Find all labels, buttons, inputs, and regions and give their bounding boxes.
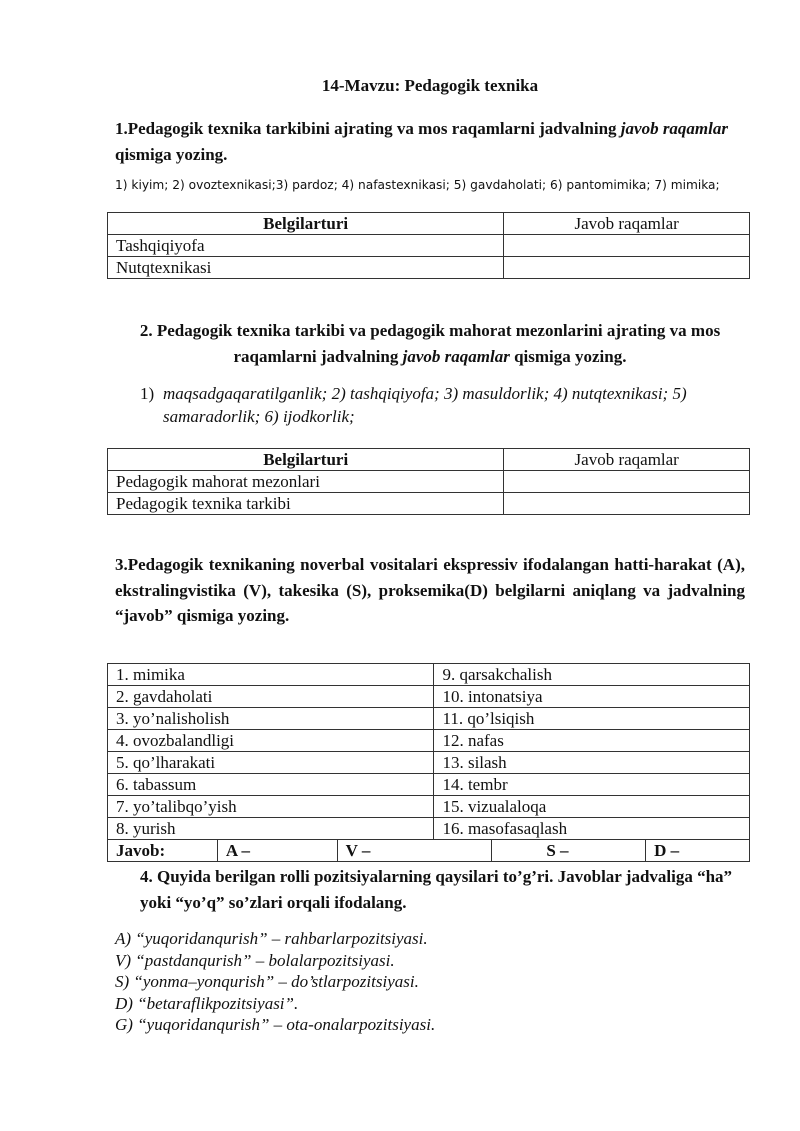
table-cell: 13. silash bbox=[434, 752, 750, 774]
column-header: Javob raqamlar bbox=[504, 213, 750, 235]
table-cell: 11. qo’lsiqish bbox=[434, 708, 750, 730]
table-row bbox=[108, 796, 750, 818]
answer-label: Javob: bbox=[108, 840, 218, 862]
question-1-text: 1.Pedagogik texnika tarkibini ajrating va mos raqamlarni jadvalning bbox=[115, 119, 621, 138]
table-row bbox=[108, 730, 750, 752]
table-cell: 14. tembr bbox=[434, 774, 750, 796]
question-3: 3.Pedagogik texnikaning noverbal vositalari ekspressiv ifodalangan hatti-harakat (A), ekstralingvistika (V), takesika (S), proksemika(D) belgilarni aniqlang va jadvalning “javob” qismiga yozing. bbox=[115, 555, 745, 625]
answer-a-cell[interactable]: A – bbox=[217, 840, 337, 862]
table-cell: 15. vizualaloqa bbox=[434, 796, 750, 818]
answer-d-cell[interactable]: D – bbox=[646, 840, 750, 862]
table-row bbox=[108, 818, 750, 840]
question-1 bbox=[115, 116, 745, 168]
table-3 bbox=[107, 663, 750, 862]
list-item: S) “yonma–yonqurish” – do’stlarpozitsiyasi. bbox=[115, 972, 419, 991]
table-cell: 16. masofasaqlash bbox=[434, 818, 750, 840]
table-cell: Pedagogik mahorat mezonlari bbox=[108, 471, 504, 493]
answer-cell[interactable] bbox=[504, 493, 750, 515]
table-row bbox=[108, 235, 750, 257]
question-4-list bbox=[115, 928, 755, 1036]
list-text: maqsadgaqaratilganlik; 2) tashqiqiyofa; 3) masuldorlik; 4) nutqtexnikasi; 5) samaradorlik; 6) ijodkorlik; bbox=[163, 384, 687, 426]
list-item: A) “yuqoridanqurish” – rahbarlarpozitsiyasi. bbox=[115, 929, 428, 948]
answer-cell[interactable] bbox=[504, 471, 750, 493]
table-row bbox=[108, 471, 750, 493]
table-cell: Pedagogik texnika tarkibi bbox=[108, 493, 504, 515]
list-item: G) “yuqoridanqurish” – ota-onalarpozitsiyasi. bbox=[115, 1015, 436, 1034]
column-header: Belgilarturi bbox=[108, 213, 504, 235]
question-2-text: 2. Pedagogik texnika tarkibi va pedagogik mahorat mezonlarini ajrating va mos raqamlarni jadvalning bbox=[139, 321, 721, 366]
table-row bbox=[108, 752, 750, 774]
table-cell: 8. yurish bbox=[108, 818, 434, 840]
column-header: Belgilarturi bbox=[108, 449, 504, 471]
table-cell: Nutqtexnikasi bbox=[108, 257, 504, 279]
table-cell: 9. qarsakchalish bbox=[434, 664, 750, 686]
table-row bbox=[108, 774, 750, 796]
answer-v-cell[interactable]: V – bbox=[337, 840, 492, 862]
question-1-suffix: qismiga yozing. bbox=[115, 145, 228, 164]
table-cell: Tashqiqiyofa bbox=[108, 235, 504, 257]
table-header-row bbox=[108, 449, 750, 471]
question-2-options bbox=[140, 382, 750, 428]
list-item: D) “betaraflikpozitsiyasi”. bbox=[115, 993, 299, 1013]
list-item: V) “pastdanqurish” – bolalarpozitsiyasi. bbox=[115, 950, 395, 970]
question-1-options: 1) kiyim; 2) ovoztexnikasi;3) pardoz; 4) nafastexnikasi; 5) gavdaholati; 6) pantomimika; 7) mimika; bbox=[115, 178, 720, 192]
table-cell: 6. tabassum bbox=[108, 774, 434, 796]
answer-cell[interactable] bbox=[504, 257, 750, 279]
answer-s-cell[interactable]: S – bbox=[492, 840, 646, 862]
table-row bbox=[108, 257, 750, 279]
table-cell: 3. yo’nalisholish bbox=[108, 708, 434, 730]
answer-cell[interactable] bbox=[504, 235, 750, 257]
question-2 bbox=[115, 318, 745, 370]
table-row bbox=[108, 664, 750, 686]
table-row bbox=[108, 686, 750, 708]
question-2-suffix: qismiga yozing. bbox=[509, 347, 627, 366]
table-2 bbox=[107, 448, 750, 515]
table-cell: 1. mimika bbox=[108, 664, 434, 686]
question-2-italic: javob raqamlar bbox=[402, 347, 510, 366]
table-cell: 2. gavdaholati bbox=[108, 686, 434, 708]
table-cell: 4. ovozbalandligi bbox=[108, 730, 434, 752]
table-row bbox=[108, 708, 750, 730]
table-cell: 10. intonatsiya bbox=[434, 686, 750, 708]
question-4: 4. Quyida berilgan rolli pozitsiyalarning qaysilari to’g’ri. Javoblar jadvaliga “ha” yoki “yo’q” so’zlari orqali ifodalang. bbox=[140, 867, 733, 912]
table-header-row bbox=[108, 213, 750, 235]
table-1 bbox=[107, 212, 750, 279]
answer-row bbox=[108, 840, 750, 862]
question-1-italic: javob raqamlar bbox=[620, 119, 728, 138]
table-cell: 7. yo’talibqo’yish bbox=[108, 796, 434, 818]
column-header: Javob raqamlar bbox=[504, 449, 750, 471]
page-title: 14-Mavzu: Pedagogik texnika bbox=[321, 76, 539, 95]
table-row bbox=[108, 493, 750, 515]
list-number: 1) bbox=[140, 384, 155, 403]
table-cell: 5. qo’lharakati bbox=[108, 752, 434, 774]
table-cell: 12. nafas bbox=[434, 730, 750, 752]
